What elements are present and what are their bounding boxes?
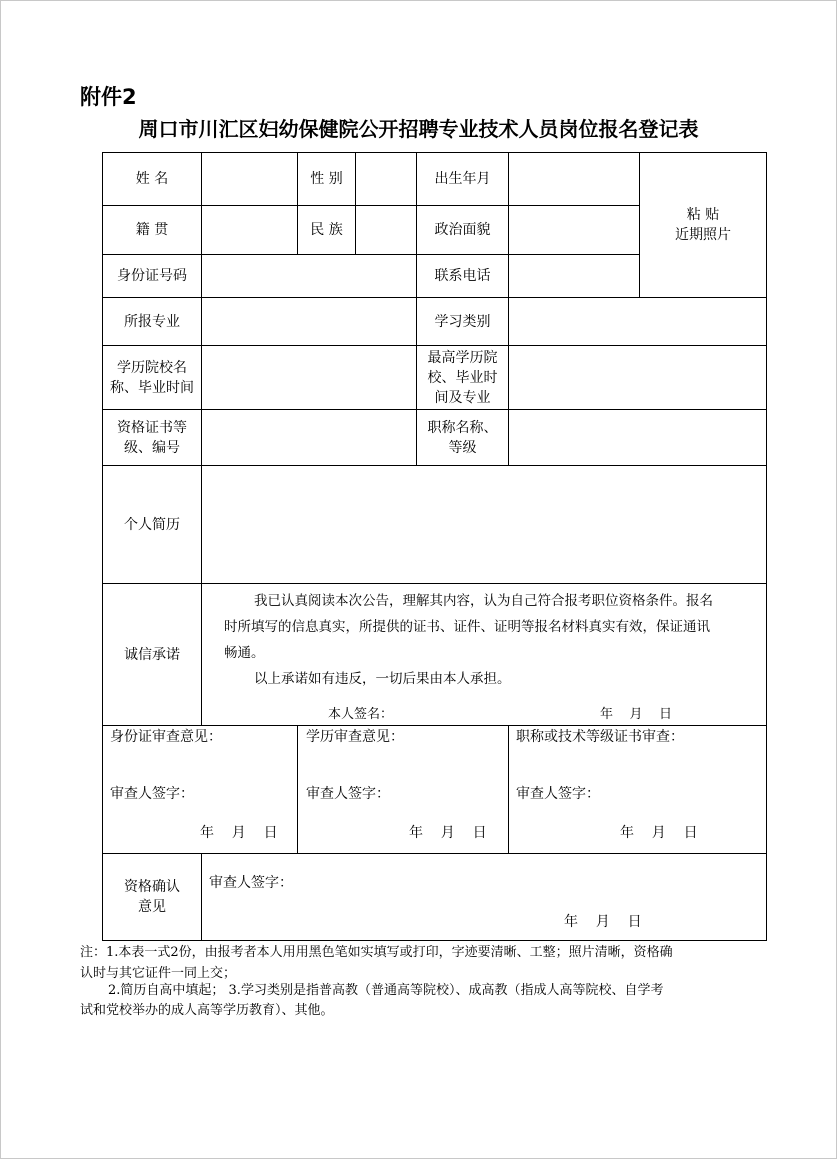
qualify-label: 资格确认 意见	[102, 853, 202, 941]
native-field[interactable]	[201, 205, 298, 255]
name-field[interactable]	[201, 152, 298, 206]
study-type-field[interactable]	[508, 297, 767, 346]
school-field[interactable]	[201, 345, 417, 410]
id-review-date: 年 月 日	[200, 825, 278, 841]
photo-box[interactable]	[639, 152, 767, 298]
edu-reviewer-sign: 审查人签字：	[306, 786, 390, 802]
edu-review-date: 年 月 日	[409, 825, 487, 841]
pledge-line3: 畅通。	[224, 645, 265, 661]
ethnic-label: 民 族	[297, 205, 356, 255]
title-reviewer-sign: 审查人签字：	[516, 786, 600, 802]
id-reviewer-sign: 审查人签字：	[110, 786, 194, 802]
phone-label: 联系电话	[416, 254, 509, 298]
birth-field[interactable]	[508, 152, 640, 206]
id-label: 身份证号码	[102, 254, 202, 298]
major-label: 所报专业	[102, 297, 202, 346]
note-line3: 2.简历自高中填起； 3.学习类别是指普高教（普通高等院校）、成高教（指成人高等院校、自学考	[108, 983, 664, 998]
note-line2: 认时与其它证件一同上交；	[80, 966, 237, 981]
qualify-box[interactable]	[201, 853, 767, 941]
highest-edu-label: 最高学历院 校、毕业时 间及专业	[416, 345, 509, 410]
form-title: 周口市川汇区妇幼保健院公开招聘专业技术人员岗位报名登记表	[138, 117, 699, 141]
phone-field[interactable]	[508, 254, 640, 298]
resume-field[interactable]	[201, 465, 767, 584]
qualify-reviewer-sign: 审查人签字：	[209, 875, 293, 891]
attachment-label: 附件2	[80, 85, 137, 109]
note-line4: 试和党校举办的成人高等学历教育）、其他。	[80, 1003, 334, 1018]
pledge-line4: 以上承诺如有违反，一切后果由本人承担。	[254, 671, 511, 687]
cert-label: 资格证书等 级、编号	[102, 409, 202, 466]
political-label: 政治面貌	[416, 205, 509, 255]
native-label: 籍 贯	[102, 205, 202, 255]
pledge-label: 诚信承诺	[102, 583, 202, 726]
title-field[interactable]	[508, 409, 767, 466]
birth-label: 出生年月	[416, 152, 509, 206]
photo-line1: 粘 贴	[686, 207, 720, 223]
gender-field[interactable]	[355, 152, 417, 206]
resume-label: 个人简历	[102, 465, 202, 584]
title-review-label: 职称或技术等级证书审查：	[516, 729, 684, 745]
name-label: 姓 名	[102, 152, 202, 206]
photo-line2: 近期照片	[675, 227, 731, 243]
ethnic-field[interactable]	[355, 205, 417, 255]
note-line1: 注：1.本表一式2份，由报考者本人用用黑色笔如实填写或打印，字迹要清晰、工整；照片清晰，资格确	[80, 945, 673, 960]
highest-edu-field[interactable]	[508, 345, 767, 410]
major-field[interactable]	[201, 297, 417, 346]
gender-label: 性 别	[297, 152, 356, 206]
cert-field[interactable]	[201, 409, 417, 466]
pledge-line2: 时所填写的信息真实，所提供的证书、证件、证明等报名材料真实有效，保证通讯	[224, 619, 710, 635]
study-type-label: 学习类别	[416, 297, 509, 346]
school-label: 学历院校名 称、毕业时间	[102, 345, 202, 410]
political-field[interactable]	[508, 205, 640, 255]
edu-review-label: 学历审查意见：	[306, 729, 404, 745]
qualify-date: 年 月 日	[564, 914, 642, 930]
pledge-date: 年 月 日	[600, 707, 673, 722]
id-field[interactable]	[201, 254, 417, 298]
id-review-label: 身份证审查意见：	[110, 729, 222, 745]
title-review-date: 年 月 日	[620, 825, 698, 841]
pledge-line1: 我已认真阅读本次公告，理解其内容，认为自己符合报考职位资格条件。报名	[254, 593, 713, 609]
signature-label: 本人签名：	[328, 707, 394, 722]
title-label: 职称名称、 等级	[416, 409, 509, 466]
